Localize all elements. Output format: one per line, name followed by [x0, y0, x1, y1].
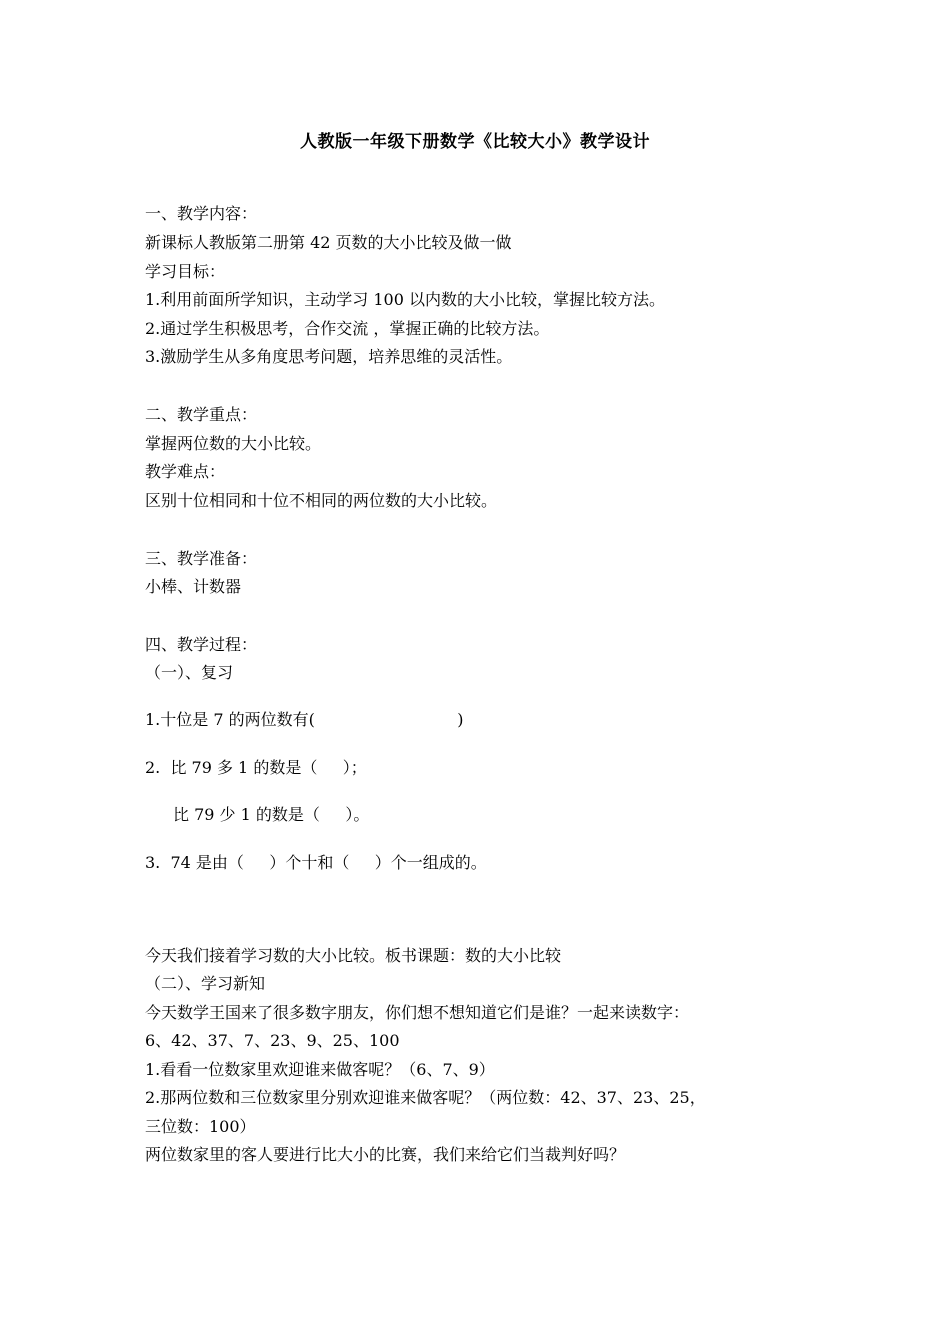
review-question-3: 3. 74 是由（ ）个十和（ ）个一组成的。	[145, 853, 487, 872]
objective-2: 2.通过学生积极思考，合作交流 ，掌握正确的比较方法。	[145, 319, 550, 338]
number-list: 6、42、37、7、23、9、25、100	[145, 1031, 400, 1050]
preparation-line: 小棒、计数器	[145, 577, 242, 596]
comparison-game-line: 两位数家里的客人要进行比大小的比赛，我们来给它们当裁判好吗？	[145, 1145, 626, 1164]
document-title: 人教版一年级下册数学《比较大小》教学设计	[300, 132, 650, 152]
new-knowledge-line-1: 今天数学王国来了很多数字朋友，你们想不想知道它们是谁？一起来读数字：	[145, 1003, 690, 1022]
subsection-new-knowledge: （二）、学习新知	[145, 974, 266, 993]
section-heading-keypoints: 二、教学重点：	[145, 405, 258, 424]
section-heading-process: 四、教学过程：	[145, 635, 258, 654]
content-line: 新课标人教版第二册第 42 页数的大小比较及做一做	[145, 233, 512, 252]
objective-1: 1.利用前面所学知识，主动学习 100 以内数的大小比较，掌握比较方法。	[145, 290, 665, 309]
objectives-heading: 学习目标：	[145, 262, 226, 281]
difficulty-line: 区别十位相同和十位不相同的两位数的大小比较。	[145, 491, 498, 510]
section-heading-preparation: 三、教学准备：	[145, 549, 258, 568]
lesson-intro: 今天我们接着学习数的大小比较。板书课题：数的大小比较	[145, 946, 562, 965]
review-question-2a: 2. 比 79 多 1 的数是（ ）；	[145, 758, 367, 777]
subsection-review: （一）、复习	[145, 663, 234, 682]
keypoint-line: 掌握两位数的大小比较。	[145, 434, 322, 453]
question-two-three-digit-cont: 三位数：100）	[145, 1117, 256, 1136]
question-one-digit: 1.看看一位数家里欢迎谁来做客呢？（6、7、9）	[145, 1060, 495, 1079]
review-question-1: 1.十位是 7 的两位数有( )	[145, 710, 464, 729]
section-heading-content: 一、教学内容：	[145, 204, 258, 223]
objective-3: 3.激励学生从多角度思考问题，培养思维的灵活性。	[145, 347, 513, 366]
review-question-2b: 比 79 少 1 的数是（ ）。	[173, 805, 370, 824]
question-two-three-digit: 2.那两位数和三位数家里分别欢迎谁来做客呢？（两位数：42、37、23、25，	[145, 1088, 706, 1107]
difficulty-heading: 教学难点：	[145, 462, 226, 481]
